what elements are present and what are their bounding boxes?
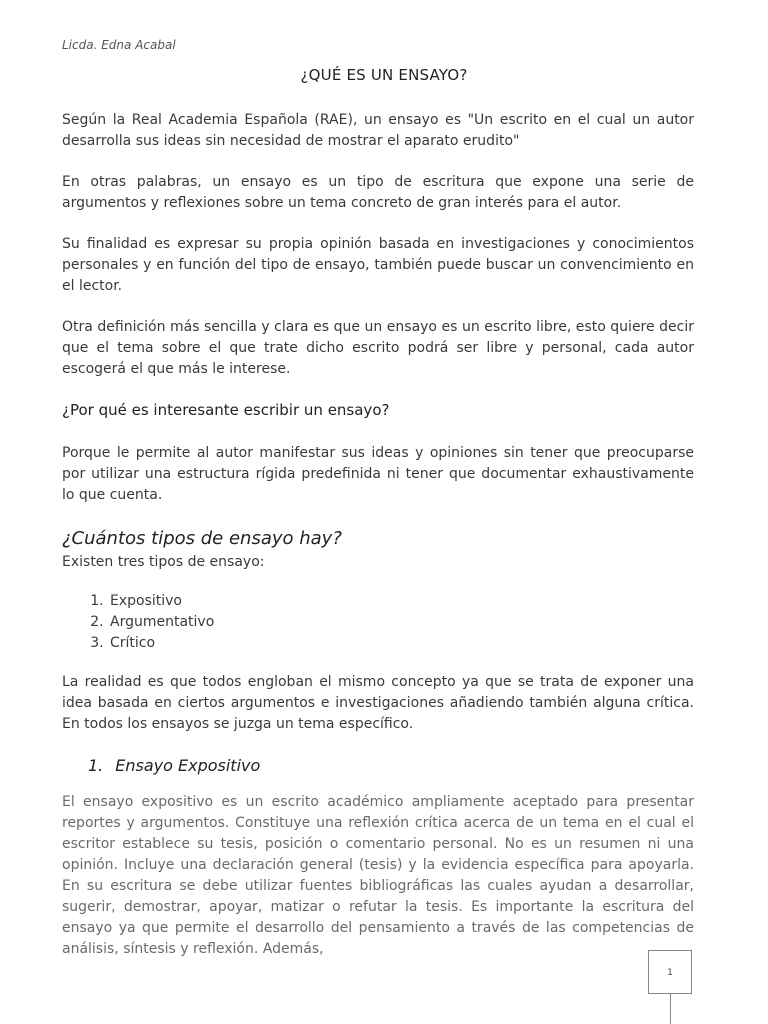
paragraph-types-summary: La realidad es que todos engloban el mismo concepto ya que se trata de exponer una idea basada en ciertos argumentos e investigaciones añadiendo también alguna crítica. En todos los ensayos se juzga un tema específico. — [62, 674, 694, 732]
paragraph-simple-definition: Otra definición más sencilla y clara es que un ensayo es un escrito libre, esto quiere decir que el tema sobre el que trate dicho escrito podrá ser libre y personal, cada autor escogerá el que más le interese. — [62, 319, 694, 377]
header-author: Licda. Edna Acabal — [62, 38, 176, 52]
list-item: 2. Argumentativo — [108, 612, 694, 633]
heading-expositivo-label: Ensayo Expositivo — [115, 756, 261, 775]
heading-expositivo — [62, 755, 694, 776]
page-number-box — [648, 950, 692, 994]
heading-why-write: ¿Por qué es interesante escribir un ensayo? — [62, 401, 390, 419]
document-title: ¿QUÉ ES UN ENSAYO? — [300, 66, 468, 84]
heading-types: ¿Cuántos tipos de ensayo hay? — [62, 528, 342, 549]
types-list — [62, 591, 694, 654]
page-number-connector-line — [670, 994, 671, 1024]
page-number: 1 — [667, 968, 673, 978]
list-item: 3. Crítico — [108, 633, 694, 654]
types-intro: Existen tres tipos de ensayo: — [62, 554, 265, 570]
paragraph-other-words: En otras palabras, un ensayo es un tipo de escritura que expone una serie de argumentos y reflexiones sobre un tema concreto de gran interés para el autor. — [62, 174, 694, 211]
heading-expositivo-number: 1. — [88, 756, 104, 775]
paragraph-why-write: Porque le permite al autor manifestar sus ideas y opiniones sin tener que preocuparse por utilizar una estructura rígida predefinida ni tener que documentar exhaustivamente lo que cuenta. — [62, 445, 694, 503]
list-item: 1. Expositivo — [108, 591, 694, 612]
paragraph-purpose: Su finalidad es expresar su propia opinión basada en investigaciones y conocimientos personales y en función del tipo de ensayo, también puede buscar un convencimiento en el lector. — [62, 236, 694, 294]
document-body — [62, 110, 694, 980]
paragraph-expositivo: El ensayo expositivo es un escrito académico ampliamente aceptado para presentar reportes y argumentos. Constituye una reflexión crítica acerca de un tema en el cual el escritor establece su tesis, posición o comentario personal. No es un resumen ni una opinión. Incluye una declaración general (tesis) y la evidencia específica para apoyarla. En su escritura se debe utilizar fuentes bibliográficas las cuales ayudan a desarrollar, sugerir, demostrar, apoyar, matizar o refutar la tesis. Es importante la escritura del ensayo ya que permite el desarrollo del pensamiento a través de las competencias de análisis, síntesis y reflexión. Además, — [62, 794, 694, 957]
paragraph-rae-definition: Según la Real Academia Española (RAE), un ensayo es "Un escrito en el cual un autor desarrolla sus ideas sin necesidad de mostrar el aparato erudito" — [62, 112, 694, 149]
